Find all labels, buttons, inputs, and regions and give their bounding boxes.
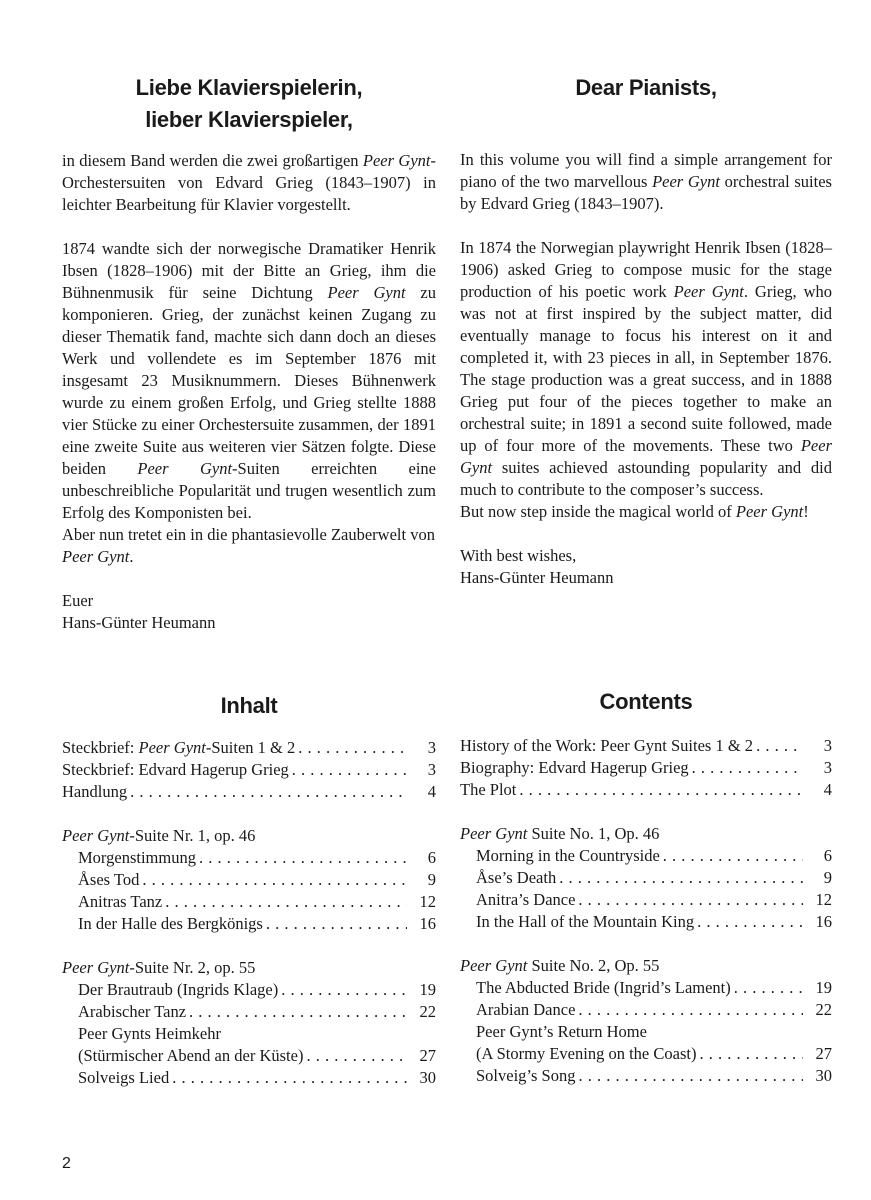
toc-leader-dots bbox=[692, 757, 803, 779]
german-p3-a: Aber nun tretet ein in die phantasievolle Zauberwelt von bbox=[62, 525, 435, 544]
german-heading-line1: Liebe Klavierspielerin, bbox=[135, 75, 363, 100]
english-p3-a: But now step inside the magical world of bbox=[460, 502, 736, 521]
toc-section-title bbox=[460, 955, 832, 977]
toc-section-title bbox=[62, 825, 436, 847]
toc-entry[interactable] bbox=[62, 1067, 436, 1089]
toc-page-number: 22 bbox=[815, 1000, 832, 1019]
toc-leader-dots bbox=[281, 979, 407, 1001]
german-p2-e: -Suiten erreichten eine unbeschreibliche Popularität und trugen wesentlich zum Erfolg des Komponisten bei. bbox=[62, 459, 436, 522]
toc-leader-dots bbox=[578, 1065, 803, 1087]
toc-entry[interactable] bbox=[62, 913, 436, 935]
toc-italic: Peer Gynt bbox=[138, 738, 206, 757]
english-p2-d: Peer Gynt bbox=[460, 436, 832, 477]
toc-leader-dots bbox=[559, 867, 803, 889]
toc-page-number: 4 bbox=[823, 780, 832, 799]
german-p3-b: Peer Gynt bbox=[62, 547, 130, 566]
toc-entry-title: Åses Tod bbox=[78, 870, 140, 889]
german-paragraph-1 bbox=[62, 150, 436, 216]
toc-entry[interactable] bbox=[62, 891, 436, 913]
toc-entry[interactable] bbox=[62, 737, 436, 759]
german-signature: Hans-Günter Heumann bbox=[62, 613, 216, 632]
toc-page-number: 30 bbox=[815, 1066, 832, 1085]
english-paragraph-1 bbox=[460, 149, 832, 215]
english-paragraph-2 bbox=[460, 237, 832, 501]
english-p2-e: suites achieved astounding popularity and did much to contribute to the composer’s success. bbox=[460, 458, 832, 499]
toc-page-number: 22 bbox=[419, 1002, 436, 1021]
toc-de-general bbox=[62, 737, 436, 803]
toc-entry[interactable] bbox=[460, 999, 832, 1021]
german-paragraph-3 bbox=[62, 524, 436, 568]
german-p1-b: Peer Gynt bbox=[362, 151, 431, 170]
toc-leader-dots bbox=[130, 781, 407, 803]
toc-entry-title: Solveig’s Song bbox=[476, 1066, 576, 1085]
toc-leader-dots bbox=[697, 911, 803, 933]
toc-en-heading: Contents bbox=[599, 689, 693, 714]
toc-leader-dots bbox=[756, 735, 803, 757]
toc-section-rest: -Suite Nr. 2, op. 55 bbox=[129, 958, 256, 977]
german-paragraph-2 bbox=[62, 238, 436, 524]
toc-page-number: 27 bbox=[419, 1046, 436, 1065]
toc-entry[interactable] bbox=[460, 977, 832, 999]
german-p2-b: Peer Gynt bbox=[327, 283, 406, 302]
german-heading-line2: lieber Klavierspieler, bbox=[145, 107, 353, 132]
english-paragraph-3 bbox=[460, 501, 832, 523]
toc-entry-title: History of the Work: Peer Gynt Suites 1 & 2 bbox=[460, 736, 754, 755]
toc-leader-dots bbox=[519, 779, 803, 801]
toc-entry-title-line[interactable]: Peer Gynts Heimkehr bbox=[78, 1024, 221, 1043]
toc-de-heading: Inhalt bbox=[220, 693, 278, 718]
toc-prefix: Steckbrief: bbox=[62, 738, 139, 757]
toc-entry[interactable] bbox=[460, 845, 832, 867]
toc-entry[interactable] bbox=[460, 867, 832, 889]
toc-en-suite1 bbox=[460, 823, 832, 933]
toc-section-title bbox=[460, 823, 832, 845]
toc-entry-title: In der Halle des Bergkönigs bbox=[78, 914, 263, 933]
toc-entry[interactable] bbox=[62, 979, 436, 1001]
english-signature: Hans-Günter Heumann bbox=[460, 568, 614, 587]
toc-entry[interactable] bbox=[62, 759, 436, 781]
toc-entry[interactable] bbox=[62, 847, 436, 869]
page-number: 2 bbox=[62, 1155, 71, 1172]
toc-page-number: 12 bbox=[419, 892, 436, 911]
toc-leader-dots bbox=[734, 977, 803, 999]
toc-page-number: 3 bbox=[427, 738, 436, 757]
toc-entry-title: Åse’s Death bbox=[476, 868, 557, 887]
toc-section-italic: Peer Gynt bbox=[460, 956, 528, 975]
toc-entry-title: Anitra’s Dance bbox=[476, 890, 576, 909]
english-p1-a: In this volume you will find a simple arrangement for piano of the two marvellous bbox=[460, 150, 832, 191]
toc-section-italic: Peer Gynt bbox=[62, 958, 130, 977]
toc-page-number: 19 bbox=[419, 980, 436, 999]
toc-entry[interactable] bbox=[460, 911, 832, 933]
toc-page-number: 6 bbox=[823, 846, 832, 865]
german-p2-d: Peer Gynt bbox=[137, 459, 233, 478]
english-p1-b: Peer Gynt bbox=[652, 172, 720, 191]
toc-entry-title: Arabian Dance bbox=[476, 1000, 576, 1019]
toc-section-italic: Peer Gynt bbox=[62, 826, 130, 845]
toc-entry-title: Steckbrief: Edvard Hagerup Grieg bbox=[62, 760, 289, 779]
toc-leader-dots bbox=[306, 1045, 407, 1067]
toc-leader-dots bbox=[578, 999, 803, 1021]
toc-page-number: 6 bbox=[427, 848, 436, 867]
toc-english bbox=[460, 735, 832, 1087]
toc-section-italic: Peer Gynt bbox=[460, 824, 528, 843]
toc-leader-dots bbox=[699, 1043, 803, 1065]
english-p1-c: orchestral suites by Edvard Grieg (1843–1907). bbox=[460, 172, 832, 213]
english-p2-a: In 1874 the Norwegian playwright Henrik Ibsen (1828–1906) asked Grieg to compose music for the stage production of his poetic work bbox=[460, 238, 832, 301]
toc-page-number: 9 bbox=[427, 870, 436, 889]
english-p2-b: Peer Gynt bbox=[673, 282, 744, 301]
toc-page-number: 3 bbox=[823, 736, 832, 755]
english-closing: With best wishes, bbox=[460, 546, 577, 565]
toc-section-rest: Suite No. 1, Op. 46 bbox=[527, 824, 660, 843]
toc-entry[interactable] bbox=[460, 889, 832, 911]
toc-leader-dots bbox=[292, 759, 407, 781]
toc-entry-title: Solveigs Lied bbox=[78, 1068, 170, 1087]
toc-entry-title: Handlung bbox=[62, 782, 128, 801]
toc-leader-dots bbox=[172, 1067, 407, 1089]
toc-de-suite1 bbox=[62, 825, 436, 935]
english-intro bbox=[460, 149, 832, 589]
toc-leader-dots bbox=[663, 845, 803, 867]
toc-leader-dots bbox=[199, 847, 407, 869]
german-intro bbox=[62, 150, 436, 634]
toc-page-number: 9 bbox=[823, 868, 832, 887]
toc-page-number: 16 bbox=[419, 914, 436, 933]
toc-entry[interactable] bbox=[460, 779, 832, 801]
toc-page-number: 12 bbox=[815, 890, 832, 909]
english-p2-c: . Grieg, who was not at first inspired by the subject matter, did eventually manage to focus his interest on it and completed it, with 23 pieces in all, in September 1876. The stage production was a great success, and in 1888 Grieg put four of the pieces together to make an orchestral suite; in 1891 a second suite followed, made up of four more of the movements. These two bbox=[460, 282, 832, 455]
toc-en-general bbox=[460, 735, 832, 801]
toc-leader-dots bbox=[189, 1001, 407, 1023]
toc-page-number: 16 bbox=[815, 912, 832, 931]
german-p1-c: -Orchestersuiten von Edvard Grieg (1843–1907) in leichter Bearbeitung für Klavier vorgestellt. bbox=[62, 151, 436, 214]
toc-leader-dots bbox=[165, 891, 407, 913]
german-heading bbox=[62, 72, 436, 136]
toc-en-suite2 bbox=[460, 955, 832, 1087]
toc-entry-title bbox=[62, 737, 295, 759]
toc-section-title bbox=[62, 957, 436, 979]
toc-leader-dots bbox=[578, 889, 803, 911]
toc-page-number: 19 bbox=[815, 978, 832, 997]
toc-leader-dots bbox=[298, 737, 407, 759]
toc-entry[interactable] bbox=[62, 781, 436, 803]
german-p1-a: in diesem Band werden die zwei großartigen bbox=[62, 151, 363, 170]
toc-page-number: 27 bbox=[815, 1044, 832, 1063]
toc-entry-title: Morning in the Countryside bbox=[476, 846, 660, 865]
toc-page-number: 30 bbox=[419, 1068, 436, 1087]
toc-leader-dots bbox=[266, 913, 407, 935]
toc-entry[interactable] bbox=[460, 735, 832, 757]
toc-entry-title: Der Brautraub (Ingrids Klage) bbox=[78, 980, 279, 999]
toc-leader-dots bbox=[142, 869, 407, 891]
toc-entry-title: In the Hall of the Mountain King bbox=[476, 912, 695, 931]
german-closing: Euer bbox=[62, 591, 94, 610]
english-p3-b: Peer Gynt bbox=[735, 502, 804, 521]
toc-entry[interactable] bbox=[62, 869, 436, 891]
toc-entry[interactable] bbox=[62, 1045, 436, 1067]
german-p2-a: 1874 wandte sich der norwegische Dramatiker Henrik Ibsen (1828–1906) mit der Bitte an Grieg, ihm die Bühnenmusik für seine Dichtung bbox=[62, 239, 436, 302]
toc-entry-title: Anitras Tanz bbox=[78, 892, 163, 911]
toc-section-rest: -Suite Nr. 1, op. 46 bbox=[129, 826, 256, 845]
toc-page-number: 3 bbox=[823, 758, 832, 777]
toc-entry-title-line[interactable]: Peer Gynt’s Return Home bbox=[476, 1022, 647, 1041]
english-heading bbox=[460, 72, 832, 104]
toc-section-rest: Suite No. 2, Op. 55 bbox=[527, 956, 660, 975]
toc-entry[interactable] bbox=[460, 1043, 832, 1065]
toc-entry[interactable] bbox=[62, 1001, 436, 1023]
toc-german bbox=[62, 737, 436, 1089]
toc-suffix: -Suiten 1 & 2 bbox=[205, 738, 296, 757]
toc-entry-title: The Plot bbox=[460, 780, 517, 799]
toc-entry-title: Biography: Edvard Hagerup Grieg bbox=[460, 758, 689, 777]
toc-page-number: 4 bbox=[427, 782, 436, 801]
toc-entry-title: (Stürmischer Abend an der Küste) bbox=[78, 1046, 304, 1065]
german-p2-c: zu komponieren. Grieg, der zunächst keinen Zugang zu dieser Thematik fand, machte sich dann doch an dieses Werk und vollendete es im September 1876 mit insgesamt 23 Musiknummern. Dieses Bühnenwerk wurde zu einem großen Erfolg, und Grieg stellte 1888 vier Stücke zu einer Orchestersuite zusammen, der 1891 eine zweite Suite aus weiteren vier Sätzen folgte. Diese beiden bbox=[62, 283, 436, 478]
toc-entry-title: Arabischer Tanz bbox=[78, 1002, 187, 1021]
english-heading-text: Dear Pianists, bbox=[575, 75, 717, 100]
german-p3-c: . bbox=[129, 547, 134, 566]
toc-entry[interactable] bbox=[460, 1065, 832, 1087]
toc-entry-title: The Abducted Bride (Ingrid’s Lament) bbox=[476, 978, 731, 997]
toc-de-suite2 bbox=[62, 957, 436, 1089]
toc-page-number: 3 bbox=[427, 760, 436, 779]
toc-entry-title: Morgenstimmung bbox=[78, 848, 196, 867]
english-p3-c: ! bbox=[803, 502, 809, 521]
toc-entry-title: (A Stormy Evening on the Coast) bbox=[476, 1044, 697, 1063]
toc-entry[interactable] bbox=[460, 757, 832, 779]
